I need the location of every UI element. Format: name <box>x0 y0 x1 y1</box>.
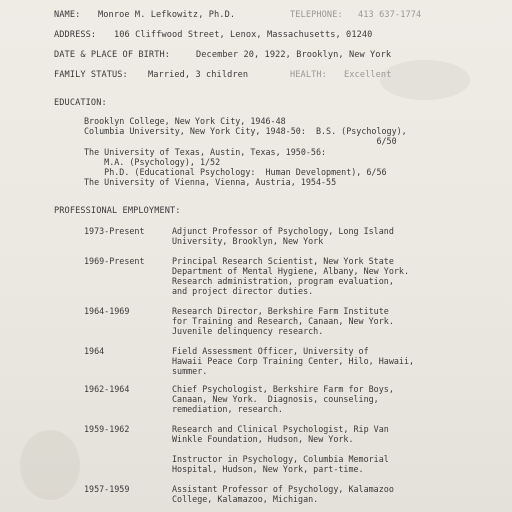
birth-value: December 20, 1922, Brooklyn, New York <box>196 50 392 60</box>
birth-label: DATE & PLACE OF BIRTH: <box>54 50 171 60</box>
employment-line: Juvenile delinquency research. <box>172 326 324 336</box>
employment-line: Adjunct Professor of Psychology, Long Island <box>172 226 394 236</box>
employment-years: 1959-1962 <box>84 424 130 434</box>
education-line: The University of Vienna, Vienna, Austria, 1954-55 <box>84 177 337 188</box>
family-value: Married, 3 children <box>148 70 249 80</box>
employment-line: University, Brooklyn, New York <box>172 236 324 246</box>
name-label: NAME: <box>54 10 81 20</box>
employment-line: and project director duties. <box>172 286 314 296</box>
employment-line: Canaan, New York. Diagnosis, counseling, <box>172 394 379 404</box>
telephone-label: TELEPHONE: <box>290 10 343 20</box>
education-line: M.A. (Psychology), 1/52 <box>84 156 221 167</box>
employment-heading: PROFESSIONAL EMPLOYMENT: <box>54 206 181 216</box>
employment-line: Research administration, program evaluation, <box>172 276 394 286</box>
employment-line: for Training and Research, Canaan, New York. <box>172 316 394 326</box>
employment-years: 1957-1959 <box>84 484 130 494</box>
employment-line: Winkle Foundation, Hudson, New York. <box>172 434 354 444</box>
employment-line: Field Assessment Officer, University of <box>172 346 369 356</box>
employment-years: 1964 <box>84 346 105 356</box>
employment-line: Research and Clinical Psychologist, Rip Van <box>172 424 389 434</box>
education-heading: EDUCATION: <box>54 98 107 108</box>
employment-line: Principal Research Scientist, New York State <box>172 256 394 266</box>
education-line: The University of Texas, Austin, Texas, 1950-56: <box>84 146 327 157</box>
health-value: Excellent <box>344 70 392 80</box>
education-line: Brooklyn College, New York City, 1946-48 <box>84 116 286 126</box>
employment-years: 1969-Present <box>84 256 145 266</box>
education-line: 6/50 <box>84 136 397 147</box>
employment-line: summer. <box>172 366 208 376</box>
employment-line: Instructor in Psychology, Columbia Memorial <box>172 454 389 464</box>
employment-line: Hospital, Hudson, New York, part-time. <box>172 464 364 474</box>
employment-years: 1964-1969 <box>84 306 130 316</box>
employment-line: Department of Mental Hygiene, Albany, New York. <box>172 266 409 276</box>
education-line: Columbia University, New York City, 1948-50: B.S. (Psychology), <box>84 126 407 137</box>
employment-years: 1962-1964 <box>84 384 130 394</box>
employment-line: Chief Psychologist, Berkshire Farm for Boys, <box>172 384 394 394</box>
telephone-value: 413 637-1774 <box>358 10 422 20</box>
family-label: FAMILY STATUS: <box>54 70 128 80</box>
name-value: Monroe M. Lefkowitz, Ph.D. <box>98 10 236 20</box>
education-list <box>84 116 407 187</box>
paper-smudge <box>20 430 80 500</box>
education-line: Ph.D. (Educational Psychology: Human Development), 6/56 <box>84 167 387 178</box>
employment-line: Hawaii Peace Corp Training Center, Hilo, Hawaii, <box>172 356 415 366</box>
employment-line: remediation, research. <box>172 404 283 414</box>
employment-line: Assistant Professor of Psychology, Kalamazoo <box>172 484 394 494</box>
employment-line: Research Director, Berkshire Farm Institute <box>172 306 389 316</box>
address-label: ADDRESS: <box>54 30 97 40</box>
address-value: 106 Cliffwood Street, Lenox, Massachusetts, 01240 <box>114 30 373 40</box>
employment-line: College, Kalamazoo, Michigan. <box>172 494 319 504</box>
paper-smudge <box>380 60 470 100</box>
employment-years: 1973-Present <box>84 226 145 236</box>
health-label: HEALTH: <box>290 70 327 80</box>
